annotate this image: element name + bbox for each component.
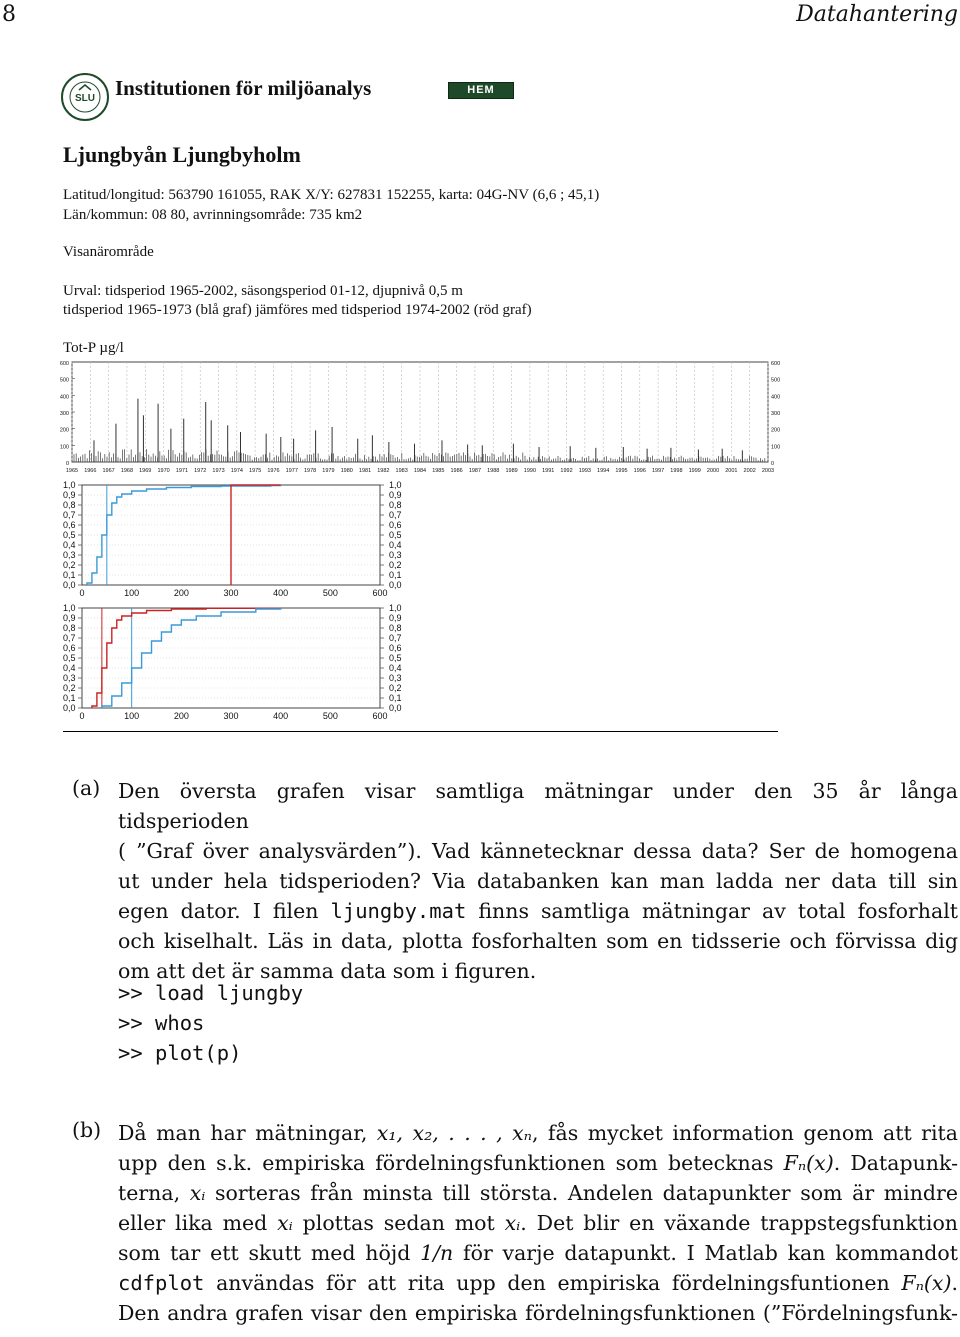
cdf-chart-1-y-tick-left: 0,2 [63,560,76,570]
cdf-chart-1-y-tick-right: 0,3 [389,550,402,560]
timeseries-x-tick: 1974 [230,468,243,474]
timeseries-x-tick: 1981 [358,468,372,474]
timeseries-x-tick: 1997 [651,468,665,474]
cdf-chart-2-y-tick-right: 0,9 [389,613,402,623]
timeseries-x-tick: 1969 [139,468,152,474]
a-line-5: och kiselhalt. Läs in data, plotta fosforhalten som en tidsserie och förvissa dig [118,929,958,953]
meta-comparison: tidsperiod 1965-1973 (blå graf) jämföres med tidsperiod 1974-2002 (röd graf) [63,302,532,318]
cdf-chart-1-x-tick: 400 [273,588,289,598]
timeseries-x-tick: 1983 [395,468,408,474]
a-line-1: Den översta grafen visar samtliga mätningar under den 35 år långa tidsperioden [118,779,958,833]
cdf-chart-1-x-tick: 600 [372,588,388,598]
timeseries-x-tick: 1994 [597,468,610,474]
timeseries-y-tick-left: 400 [59,394,69,401]
cdf-chart-2-x-tick: 600 [372,711,388,721]
cdf-chart-2-y-tick-right: 0,4 [389,663,402,673]
svg-text:SLU: SLU [75,93,95,104]
code-line: >> load ljungby [118,981,304,1005]
cdf-chart-2-y-tick-left: 0,7 [63,633,76,643]
cdf-chart-2-y-tick-left: 0,8 [63,623,76,633]
cdf-chart-2-y-tick-left: 0,3 [63,673,76,683]
cdf-chart-1-x-tick: 500 [322,588,338,598]
meta-visanar: Visanärområde [63,244,154,260]
cdf-chart-2-x-tick: 400 [273,711,289,721]
cdf-chart-2-y-tick-left: 0,0 [63,703,76,713]
figure-charts [0,350,960,730]
cdf-chart-1-y-tick-right: 0,6 [389,520,402,530]
cdf-chart-2-y-tick-right: 0,3 [389,673,402,683]
cdf-chart-1-y-tick-left: 0,7 [63,510,76,520]
cdf-chart-1-y-tick-right: 0,7 [389,510,402,520]
timeseries-x-tick: 1985 [432,468,445,474]
cdf-chart-1-y-tick-right: 0,0 [389,580,402,590]
cdf-chart-1-y-tick-right: 0,8 [389,500,402,510]
timeseries-y-tick-left: 100 [59,444,69,451]
item-b-text [118,1118,958,1328]
timeseries-x-tick: 1972 [194,468,207,474]
page-number: 8 [2,2,16,27]
cdf-chart-1-x-tick: 100 [124,588,140,598]
cdf-chart-2-frame [82,608,380,708]
timeseries-x-tick: 1967 [102,468,115,474]
cdf-chart-1-y-tick-left: 0,6 [63,520,76,530]
b-line-5: som tar ett skutt med höjd 1/n för varje datapunkt. I Matlab kan kommandot [118,1241,958,1265]
timeseries-x-tick: 1986 [450,468,463,474]
meta-coordinates: Latitud/longitud: 563790 161055, RAK X/Y: 627831 152255, karta: 04G-NV (6,6 ; 45,1) [63,187,600,203]
cdf-chart-1-y-tick-left: 0,3 [63,550,76,560]
meta-municipality: Län/kommun: 08 80, avrinningsområde: 735 km2 [63,207,363,223]
b-line-3: terna, xᵢ sorteras från minsta till största. Andelen datapunkter som är mindre [118,1181,958,1205]
station-title: Ljungbyån Ljungbyholm [63,142,301,167]
timeseries-y-tick-left: 300 [59,411,69,417]
timeseries-x-tick: 1988 [487,468,500,474]
timeseries-y-tick-left: 500 [59,377,69,384]
cdf-chart-2-y-tick-left: 0,2 [63,683,76,693]
timeseries-x-tick: 2000 [706,468,720,474]
timeseries-y-tick-left: 600 [59,361,69,367]
timeseries-x-tick: 1987 [468,468,482,474]
cdf-chart-2-y-tick-left: 0,1 [63,693,76,703]
timeseries-x-tick: 2003 [761,468,775,474]
timeseries-y-tick-right: 100 [771,444,781,451]
timeseries-x-tick: 1979 [322,468,335,474]
timeseries-x-tick: 1975 [249,468,262,474]
timeseries-y-tick-right: 0 [771,461,775,467]
code-line: >> plot(p) [118,1041,242,1065]
cdf-chart-2-y-tick-left: 1,0 [63,603,76,613]
cdf-chart-2-y-tick-right: 0,8 [389,623,402,633]
timeseries-x-tick: 1977 [285,468,298,474]
institution-title: Institutionen för miljöanalys [115,76,372,100]
timeseries-x-tick: 1970 [157,468,170,474]
cdf-chart-2-y-tick-right: 0,7 [389,633,402,643]
timeseries-y-tick-left: 0 [65,461,69,467]
timeseries-x-tick: 1991 [542,468,555,474]
timeseries-y-tick-right: 300 [771,411,781,417]
item-a-label: (a) [72,776,101,800]
cdf-chart-1-y-tick-right: 1,0 [389,480,402,490]
timeseries-x-tick: 1995 [615,468,628,474]
timeseries-x-tick: 1971 [175,468,189,474]
filename-code: ljungby.mat [330,899,467,923]
timeseries-x-tick: 2001 [725,468,738,474]
timeseries-x-tick: 1980 [340,468,353,474]
cdf-chart-1-x-tick: 0 [79,588,85,598]
cdf-chart-1-y-tick-right: 0,2 [389,560,402,570]
a-line-3: ut under hela tidsperioden? Via databanken kan man ladda ner data till sin [118,869,958,893]
cdf-chart-1-y-tick-right: 0,4 [389,540,402,550]
item-a-text [118,776,958,986]
cdf-chart-2-y-tick-left: 0,4 [63,663,76,673]
b-line-1: Då man har mätningar, x₁, x₂, . . . , xₙ, fås mycket information genom att rita [118,1121,958,1145]
a-line-4: egen dator. I filen ljungby.mat finns samtliga mätningar av total fosforhalt [118,899,958,923]
timeseries-x-tick: 1978 [303,468,317,474]
cdf-chart-2-y-tick-right: 0,5 [389,653,402,663]
slu-logo [60,72,110,122]
timeseries-x-tick: 1984 [413,468,427,474]
cdf-chart-2-x-tick: 300 [223,711,239,721]
cdf-chart-1-y-tick-left: 0,4 [63,540,76,550]
cdf-chart-2-y-tick-right: 0,1 [389,693,402,703]
timeseries-x-tick: 1989 [505,468,518,474]
timeseries-x-tick: 1982 [377,468,390,474]
cdf-chart-1-x-tick: 200 [173,588,189,598]
timeseries-x-tick: 1993 [578,468,591,474]
cdf-chart-2-x-tick: 100 [124,711,140,721]
cdf-chart-1-y-tick-left: 0,8 [63,500,76,510]
b-line-7: Den andra grafen visar den empiriska fördelningsfunktionen (”Fördelningsfunk- [118,1301,958,1325]
cdf-chart-1-y-tick-right: 0,5 [389,530,402,540]
home-button[interactable]: HEM [448,82,514,99]
timeseries-y-tick-right: 400 [771,394,781,401]
timeseries-x-tick: 1999 [688,468,701,474]
cdf-chart-2-y-tick-left: 0,9 [63,613,76,623]
cdf-chart-1-y-tick-left: 0,5 [63,530,76,540]
a-line-2: ( ”Graf över analysvärden”). Vad kännetecknar dessa data? Ser de homogena [118,839,958,863]
cdf-chart-2-y-tick-right: 1,0 [389,603,402,613]
b-line-4: eller lika med xᵢ plottas sedan mot xᵢ. Det blir en växande trappstegsfunktion [118,1211,958,1235]
cdf-chart-1-y-tick-left: 0,0 [63,580,76,590]
cdf-chart-1-y-tick-right: 0,9 [389,490,402,500]
timeseries-x-tick: 1965 [65,468,79,474]
timeseries-x-tick: 1968 [120,468,134,474]
a-line-6: om att det är samma data som i figuren. [118,959,537,983]
cdf-chart-2-y-tick-right: 0,0 [389,703,402,713]
timeseries-y-tick-right: 200 [771,427,781,434]
timeseries-y-tick-right: 500 [771,377,781,384]
timeseries-x-tick: 1998 [670,468,683,474]
b-line-2: upp den s.k. empiriska fördelningsfunktionen som betecknas Fₙ(x). Datapunk- [118,1151,958,1175]
meta-selection: Urval: tidsperiod 1965-2002, säsongsperiod 01-12, djupnivå 0,5 m [63,283,463,299]
item-b-label: (b) [72,1118,102,1142]
cdf-chart-2-y-tick-left: 0,6 [63,643,76,653]
timeseries-x-tick: 1996 [633,468,646,474]
cdfplot-code: cdfplot [118,1271,205,1295]
timeseries-y-tick-left: 200 [59,427,69,434]
cdf-chart-2-x-tick: 0 [79,711,85,721]
code-line: >> whos [118,1011,205,1035]
timeseries-x-tick: 2002 [743,468,756,474]
cdf-chart-1-y-tick-left: 0,1 [63,570,76,580]
running-header: Datahantering [796,2,958,27]
b-line-6: cdfplot användas för att rita upp den empiriska fördelningsfuntionen Fₙ(x). [118,1271,958,1295]
code-block [118,978,303,1068]
cdf-chart-1-y-tick-right: 0,1 [389,570,402,580]
cdf-chart-2-x-tick: 500 [322,711,338,721]
figure-rule [63,731,778,732]
cdf-chart-2-y-tick-right: 0,6 [389,643,402,653]
meta-unit: Tot-P µg/l [63,340,124,356]
cdf-chart-1-y-tick-left: 0,9 [63,490,76,500]
cdf-chart-2-y-tick-left: 0,5 [63,653,76,663]
cdf-chart-2-x-tick: 200 [173,711,189,721]
cdf-chart-1-y-tick-left: 1,0 [63,480,76,490]
timeseries-x-tick: 1990 [523,468,537,474]
cdf-chart-1-x-tick: 300 [223,588,239,598]
timeseries-y-tick-right: 600 [771,361,781,367]
timeseries-x-tick: 1976 [267,468,280,474]
timeseries-x-tick: 1966 [84,468,97,474]
cdf-chart-2-y-tick-right: 0,2 [389,683,402,693]
timeseries-x-tick: 1973 [212,468,225,474]
timeseries-x-tick: 1992 [560,468,573,474]
